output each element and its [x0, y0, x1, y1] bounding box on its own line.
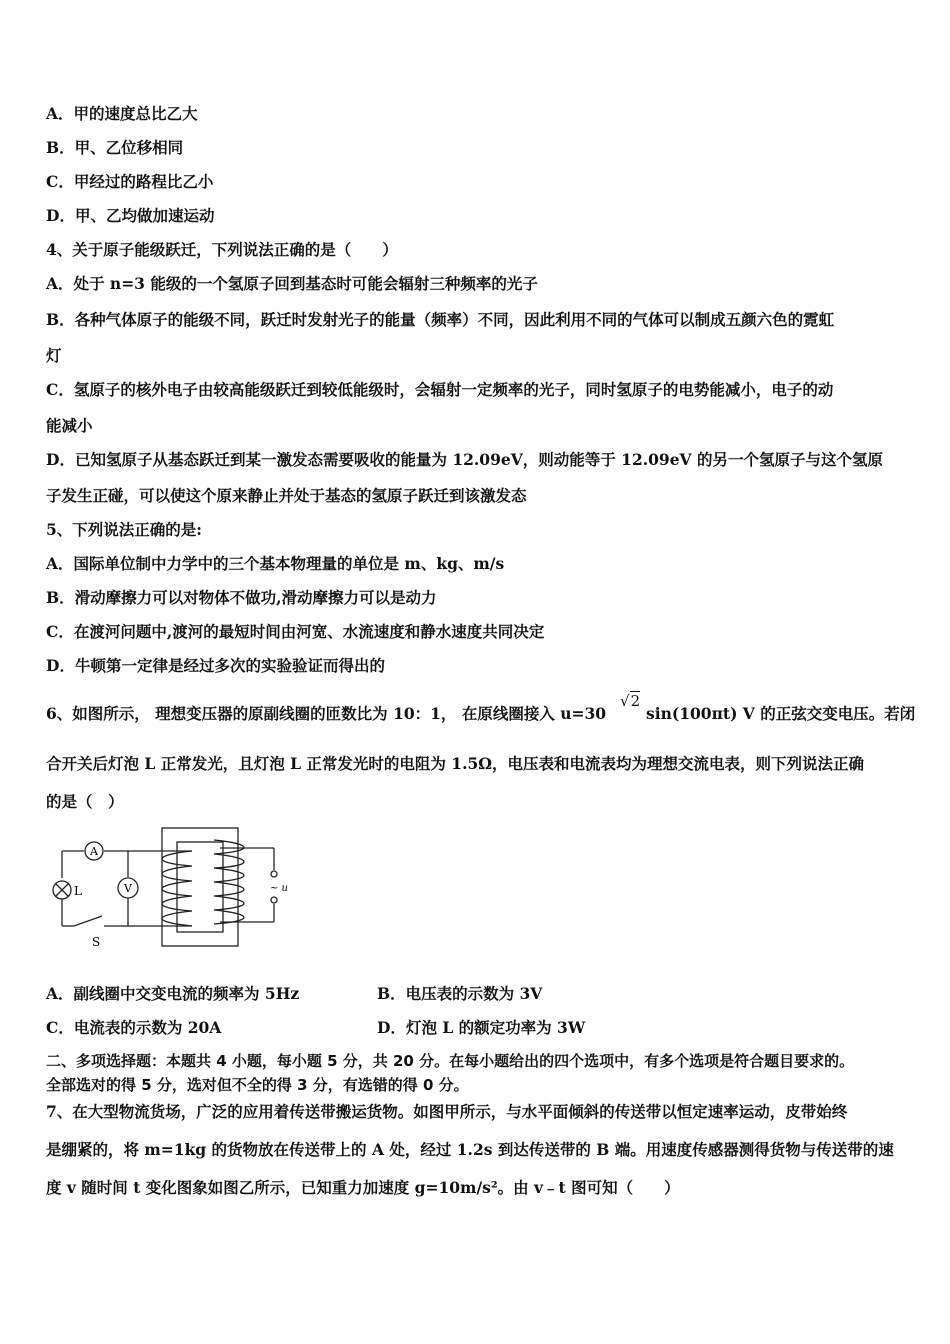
q6-option-c: C．电流表的示数为 20A [46, 1018, 222, 1037]
q3-option-a: A．甲的速度总比乙大 [46, 104, 198, 123]
q6-stem-part1: 6、如图所示， 理想变压器的原副线圈的匝数比为 10：1， 在原线圈接入 u=30 [46, 704, 607, 723]
switch-label: S [92, 935, 101, 949]
ammeter-label: A [90, 845, 98, 858]
q4-option-b-line2: 灯 [46, 346, 62, 365]
q4-stem: 4、关于原子能级跃迁，下列说法正确的是（ ） [46, 240, 398, 259]
q5-option-a: A．国际单位制中力学中的三个基本物理量的单位是 m、kg、m/s [46, 554, 505, 573]
q4-option-d-line1: D．已知氢原子从基态跃迁到某一激发态需要吸收的能量为 12.09eV，则动能等于 12.09eV 的另一个氢原子与这个氢原 [46, 450, 883, 469]
q3-option-b: B．甲、乙位移相同 [46, 138, 184, 157]
q5-option-c: C．在渡河问题中,渡河的最短时间由河宽、水流速度和静水速度共同决定 [46, 622, 545, 641]
q6-stem-part2: sin(100πt) V 的正弦交变电压。若闭 [646, 704, 916, 723]
source-label: ~ u [270, 883, 288, 894]
q4-option-a: A．处于 n=3 能级的一个氢原子回到基态时可能会辐射三种频率的光子 [46, 274, 538, 293]
q6-sqrt-radicand: 2 [630, 692, 641, 710]
q7-line3: 度 v 随时间 t 变化图象如图乙所示，已知重力加速度 g=10m/s²。由 v﹣t 图可知（ ） [46, 1178, 680, 1197]
q4-option-c-line2: 能减小 [46, 416, 93, 435]
q4-option-b-line1: B．各种气体原子的能级不同，跃迁时发射光子的能量（频率）不同，因此利用不同的气体可以制成五颜六色的霓虹 [46, 310, 835, 329]
q5-stem: 5、下列说法正确的是: [46, 520, 203, 539]
q3-option-c: C．甲经过的路程比乙小 [46, 172, 214, 191]
q6-option-a: A．副线圈中交变电流的频率为 5Hz [46, 984, 300, 1003]
q6-stem-line3: 的是（ ） [46, 792, 124, 811]
q7-line1: 7、在大型物流货场，广泛的应用着传送带搬运货物。如图甲所示，与水平面倾斜的传送带以恒定速率运动，皮带始终 [46, 1102, 848, 1121]
q3-option-d: D．甲、乙均做加速运动 [46, 206, 215, 225]
q7-line2: 是绷紧的，将 m=1kg 的货物放在传送带上的 A 处，经过 1.2s 到达传送带的 B 端。用速度传感器测得货物与传送带的速 [46, 1140, 894, 1159]
q6-sqrt: √2 [620, 692, 641, 710]
section2-heading-line2: 全部选对的得 5 分，选对但不全的得 3 分，有选错的得 0 分。 [46, 1076, 469, 1094]
q6-option-b: B．电压表的示数为 3V [377, 984, 543, 1003]
q6-option-d: D．灯泡 L 的额定功率为 3W [377, 1018, 586, 1037]
q4-option-d-line2: 子发生正碰，可以使这个原来静止并处于基态的氢原子跃迁到该激发态 [46, 486, 527, 505]
voltmeter-label: V [124, 882, 132, 895]
transformer-circuit-diagram [44, 822, 304, 952]
q5-option-b: B．滑动摩擦力可以对物体不做功,滑动摩擦力可以是动力 [46, 588, 437, 607]
switch-symbol [74, 916, 102, 926]
q6-stem-line2: 合开关后灯泡 L 正常发光，且灯泡 L 正常发光时的电阻为 1.5Ω，电压表和电流表均为理想交流电表，则下列说法正确 [46, 754, 865, 773]
section2-heading-line1: 二、多项选择题：本题共 4 小题，每小题 5 分，共 20 分。在每小题给出的四个选项中，有多个选项是符合题目要求的。 [46, 1052, 855, 1070]
q4-option-c-line1: C．氢原子的核外电子由较高能级跃迁到较低能级时，会辐射一定频率的光子，同时氢原子的电势能减小，电子的动 [46, 380, 834, 399]
q5-option-d: D．牛顿第一定律是经过多次的实验验证而得出的 [46, 656, 385, 675]
lamp-label: L [74, 884, 82, 898]
